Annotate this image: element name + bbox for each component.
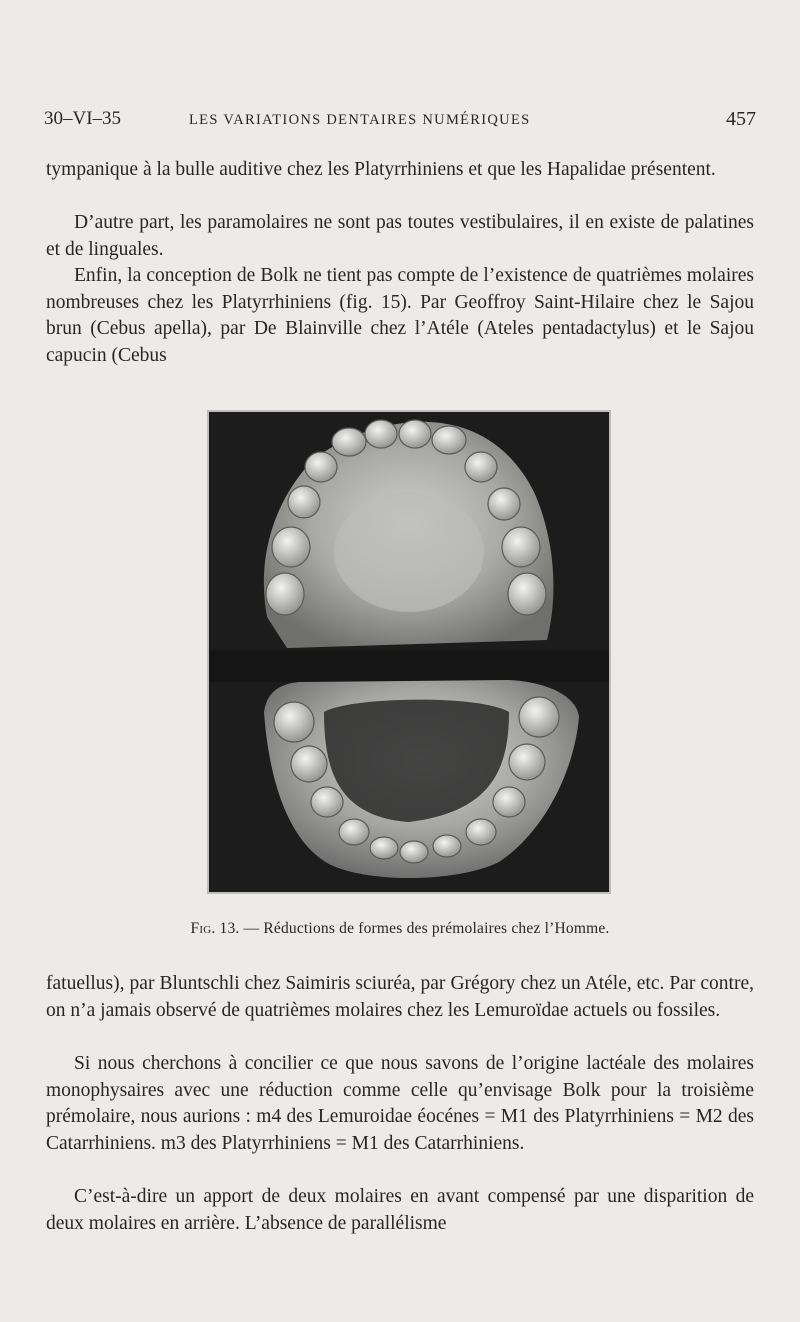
figure-label: Fig. 13.: [190, 920, 240, 937]
figure-caption: [0, 920, 800, 938]
paragraph-concilier: Si nous cherchons à concilier ce que nous savons de l’origine lactéale des molaires monophysaires avec une réduction comme celle qu’envisage Bolk pour la troisième prémolaire, nous aurions : m4 des Lemuroidae éocénes = M1 des Platyrrhiniens = M2 des Catarrhiniens. m3 des Platyrrhiniens = M1 des Catarrhiniens.: [46, 1053, 754, 1154]
running-header: [44, 108, 756, 138]
paragraph-bolk: Enfin, la conception de Bolk ne tient pas compte de l’existence de quatrièmes molaires nombreuses chez les Platyrrhiniens (fig. 15). Par Geoffroy Saint-Hilaire chez le Sajou brun (Cebus apella), par De Blainville chez l’Atéle (Ateles pentadactylus) et le Sajou capucin (Cebus: [46, 265, 754, 366]
caption-dash: —: [239, 920, 264, 937]
dental-cast-photograph: [207, 410, 611, 894]
header-title: LES VARIATIONS DENTAIRES NUMÉRIQUES: [189, 112, 531, 128]
header-date: 30–VI–35: [44, 108, 122, 129]
paragraph-fatuellus: fatuellus), par Bluntschli chez Saimiris sciuréa, par Grégory chez un Atéle, etc. Par contre, on n’a jamais observé de quatrièmes molaires chez les Lemuroïdae actuels ou fossiles.: [46, 973, 754, 1021]
paragraph-apport: C’est-à-dire un apport de deux molaires en avant compensé par une disparition de deux molaires en arrière. L’absence de parallélisme: [46, 1186, 754, 1234]
caption-text: Réductions de formes des prémolaires chez l’Homme.: [263, 920, 610, 937]
dental-cast-image: [209, 412, 609, 892]
paragraph-paramolaires: D’autre part, les paramolaires ne sont pas toutes vestibulaires, il en existe de palatines et de linguales.: [46, 212, 754, 260]
page-number: 457: [726, 108, 756, 130]
paragraph-continuation: tympanique à la bulle auditive chez les Platyrrhiniens et que les Hapalidae présentent.: [46, 159, 716, 180]
